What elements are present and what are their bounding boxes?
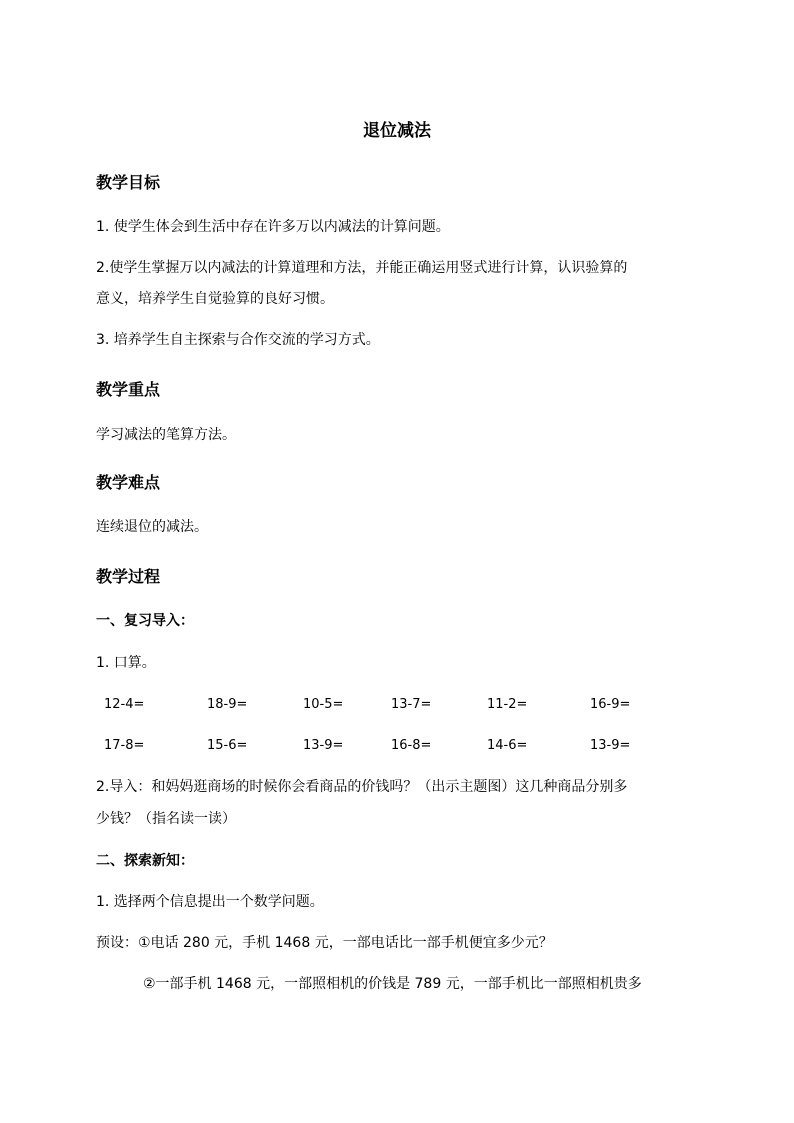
calc-item: 10-5= <box>303 697 344 712</box>
calc-item: 16-8= <box>391 738 432 753</box>
difficulty-text: 连续退位的减法。 <box>96 519 208 535</box>
calc-item: 13-7= <box>391 697 432 712</box>
intro-line-1: 2.导入：和妈妈逛商场的时候你会看商品的价钱吗？（出示主题图）这几种商品分别多 <box>96 779 628 795</box>
intro-line-2: 少钱？（指名读一读） <box>96 811 236 827</box>
calc-item: 11-2= <box>487 697 528 712</box>
calc-item: 18-9= <box>207 697 248 712</box>
goal-item-2-cont: 意义，培养学生自觉验算的良好习惯。 <box>96 291 334 307</box>
heading-explore: 二、探索新知： <box>96 853 194 869</box>
page-title: 退位减法 <box>363 121 431 141</box>
goal-item-3: 3. 培养学生自主探索与合作交流的学习方式。 <box>96 332 380 348</box>
oral-calc-label: 1. 口算。 <box>96 655 156 671</box>
heading-goals: 教学目标 <box>96 173 161 192</box>
goal-item-2: 2.使学生掌握万以内减法的计算道理和方法，并能正确运用竖式进行计算，认识验算的 <box>96 260 628 276</box>
explore-item-1: 1. 选择两个信息提出一个数学问题。 <box>96 894 324 910</box>
goal-item-1: 1. 使学生体会到生活中存在许多万以内减法的计算问题。 <box>96 219 450 235</box>
preset-1: 预设：①电话 280 元，手机 1468 元，一部电话比一部手机便宜多少元？ <box>96 935 553 951</box>
calc-item: 15-6= <box>207 738 248 753</box>
calc-item: 17-8= <box>104 738 145 753</box>
calc-item: 13-9= <box>590 738 631 753</box>
calc-item: 16-9= <box>590 697 631 712</box>
heading-difficulty: 教学难点 <box>96 473 161 492</box>
key-text: 学习减法的笔算方法。 <box>96 427 236 443</box>
heading-review: 一、复习导入： <box>96 613 194 629</box>
preset-2: ②一部手机 1468 元，一部照相机的价钱是 789 元，一部手机比一部照相机贵多 <box>143 976 642 992</box>
calc-item: 13-9= <box>303 738 344 753</box>
calc-item: 14-6= <box>487 738 528 753</box>
heading-process: 教学过程 <box>96 567 161 586</box>
heading-key: 教学重点 <box>96 380 161 399</box>
calc-item: 12-4= <box>104 697 145 712</box>
